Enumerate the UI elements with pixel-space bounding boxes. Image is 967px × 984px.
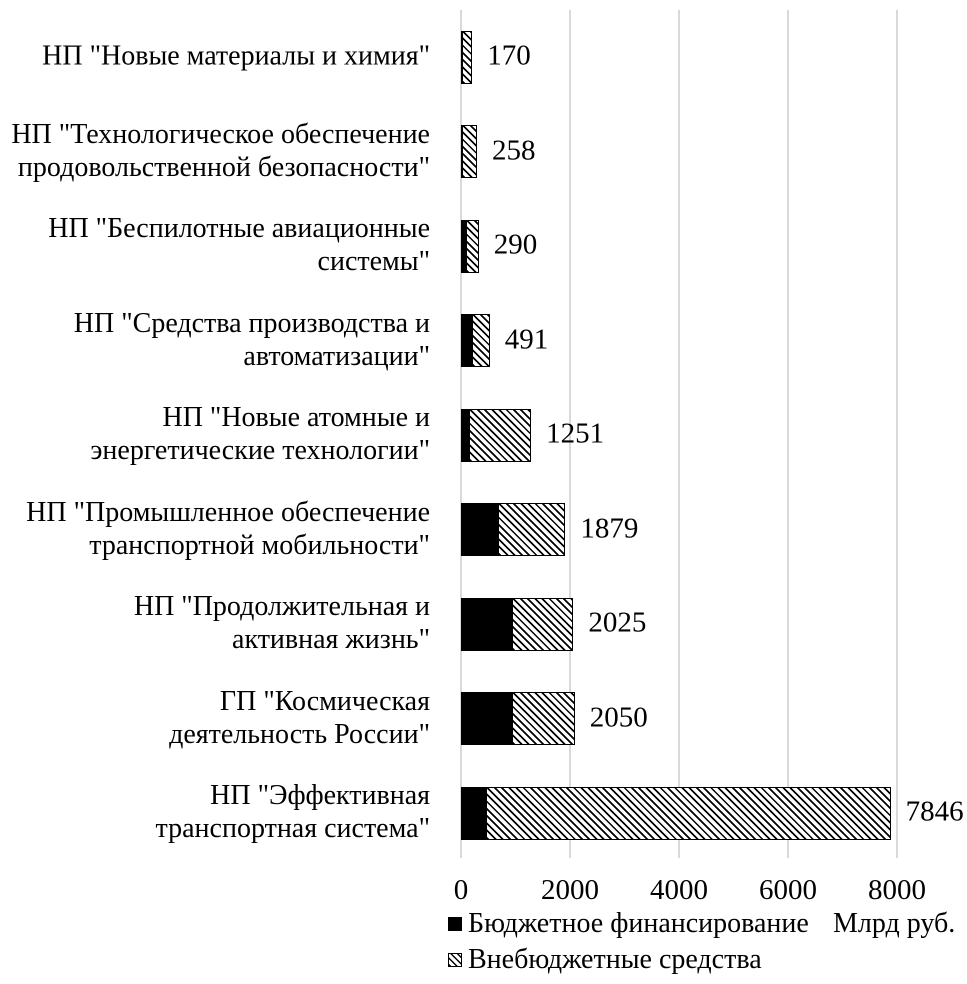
value-label: 7846: [905, 795, 964, 828]
bar-segment-extrabudget: [513, 693, 574, 744]
bar-segment-extrabudget: [513, 599, 573, 650]
bar-segment-budget: [462, 410, 470, 461]
gridline: [678, 10, 680, 858]
bar: [461, 598, 573, 651]
bar-segment-extrabudget: [463, 32, 471, 83]
gridline: [896, 10, 898, 858]
bar-segment-extrabudget: [467, 221, 478, 272]
value-label: 1251: [546, 417, 605, 450]
bar: [461, 409, 531, 462]
legend-label-budget: Бюджетное финансирование: [468, 908, 809, 939]
axis-unit-label: Млрд руб.: [833, 908, 956, 939]
x-tick-label: 8000: [868, 874, 926, 906]
bar: [461, 220, 479, 273]
category-label: [0, 40, 430, 73]
category-label-line: деятельность России": [169, 718, 430, 750]
category-label-line: НП "Промышленное обеспечение: [26, 496, 430, 528]
category-label-line: НП "Новые атомные и: [162, 402, 430, 433]
legend-label-extrabudget: Внебюджетные средства: [468, 944, 762, 975]
category-label: [0, 685, 430, 751]
category-label: [0, 307, 430, 373]
bar: [461, 503, 565, 556]
value-label: 170: [487, 39, 531, 72]
bar-segment-budget: [462, 693, 513, 744]
bar-segment-extrabudget: [463, 126, 476, 177]
category-label-line: транспортной мобильности": [89, 529, 430, 561]
bar-segment-budget: [462, 504, 499, 555]
category-label: [0, 401, 430, 467]
bar-segment-extrabudget: [473, 315, 489, 366]
bar-segment-extrabudget: [499, 504, 564, 555]
hatched-square-icon: [448, 953, 462, 967]
bar: [461, 314, 490, 367]
value-label: 491: [504, 323, 549, 355]
category-label-line: НП "Эффективная: [210, 780, 430, 811]
category-label-line: транспортная система": [155, 813, 430, 844]
x-tick-label: 6000: [759, 874, 817, 906]
bar: [461, 692, 575, 745]
category-label: [0, 496, 430, 562]
bar-segment-extrabudget: [487, 788, 890, 839]
bar-segment-budget: [462, 788, 487, 839]
category-label-line: ГП "Космическая: [219, 685, 430, 717]
category-label-line: НП "Продолжительная и: [133, 591, 430, 622]
category-label-line: НП "Технологическое обеспечение: [11, 118, 430, 150]
category-label: [0, 590, 430, 656]
x-tick-label: 4000: [650, 874, 708, 906]
category-label-line: энергетические технологии": [90, 435, 430, 466]
bar: [461, 787, 891, 840]
category-label-line: НП "Новые материалы и химия": [42, 40, 430, 72]
gridline: [787, 10, 789, 858]
bar-segment-extrabudget: [470, 410, 530, 461]
category-label: [0, 118, 430, 184]
category-label: [0, 212, 430, 278]
value-label: 290: [493, 228, 538, 261]
value-label: 1879: [580, 512, 639, 544]
category-label-line: системы": [317, 246, 430, 277]
x-tick-label: 0: [453, 874, 469, 906]
black-square-icon: [448, 917, 462, 931]
value-label: 2025: [588, 606, 647, 639]
category-label-line: активная жизнь": [232, 624, 430, 655]
legend-item-extrabudget: [448, 943, 762, 977]
category-label-line: продовольственной безопасности": [17, 151, 430, 183]
bar: [461, 31, 472, 84]
category-label-line: НП "Средства производства и: [73, 307, 430, 339]
value-label: 2050: [589, 701, 648, 733]
x-tick-label: 2000: [541, 874, 599, 906]
bar-segment-budget: [462, 315, 473, 366]
legend-item-budget: [448, 907, 809, 941]
bar: [461, 125, 477, 178]
category-label-line: автоматизации": [243, 340, 430, 372]
value-label: 258: [492, 134, 536, 166]
bar-segment-budget: [462, 599, 513, 650]
category-label: [0, 779, 430, 845]
category-label-line: НП "Беспилотные авиационные: [48, 213, 430, 244]
